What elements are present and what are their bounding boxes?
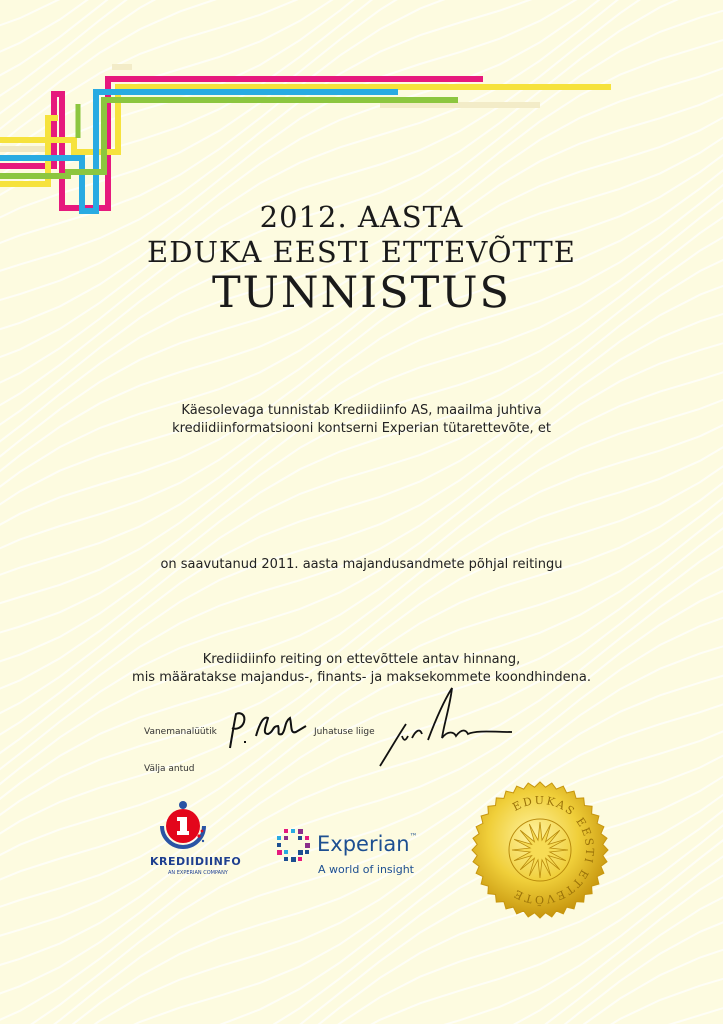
krediidiinfo-tagline: AN EXPERIAN COMPANY — [168, 870, 228, 876]
krediidiinfo-name: KREDIIDIINFO — [150, 855, 242, 868]
rating-note-line-2: mis määratakse majandus-, finants- ja maksekommete koondhindena. — [132, 670, 591, 685]
issued-label: Välja antud — [144, 764, 195, 774]
rating-note-paragraph — [0, 651, 723, 687]
krediidiinfo-logo — [150, 800, 250, 880]
intro-line-1: Käesolevaga tunnistab Krediidiinfo AS, maailma juhtiva — [181, 403, 542, 418]
experian-trademark: ™ — [409, 832, 418, 841]
experian-dots-icon — [274, 826, 314, 866]
seal-text: EDUKAS EESTI ETTEVÕTE — [510, 793, 597, 907]
analyst-signature — [222, 708, 312, 752]
krediidiinfo-emblem-icon — [150, 800, 250, 858]
experian-tagline: A world of insight — [318, 863, 414, 876]
decorative-stripes — [0, 0, 723, 230]
intro-line-2: krediidiinformatsiooni kontserni Experian tütarettevõte, et — [172, 421, 551, 436]
certificate-year-title: 2012. AASTA — [259, 200, 464, 234]
certificate-subtitle: EDUKA EESTI ETTEVÕTTE — [147, 235, 576, 269]
certificate-main-title: TUNNISTUS — [212, 268, 511, 318]
experian-wordmark: Experian — [317, 832, 410, 856]
experian-logo — [274, 826, 424, 880]
analyst-label: Vanemanalüütik — [144, 727, 217, 737]
intro-paragraph — [0, 402, 723, 438]
rating-note-line-1: Krediidiinfo reiting on ettevõttele antav hinnang, — [202, 652, 521, 667]
achievement-line: on saavutanud 2011. aasta majandusandmete põhjal reitingu — [160, 557, 563, 572]
experian-name — [317, 832, 418, 856]
gold-seal — [471, 781, 609, 919]
board-member-signature — [376, 684, 516, 770]
board-member-label: Juhatuse liige — [314, 727, 375, 737]
